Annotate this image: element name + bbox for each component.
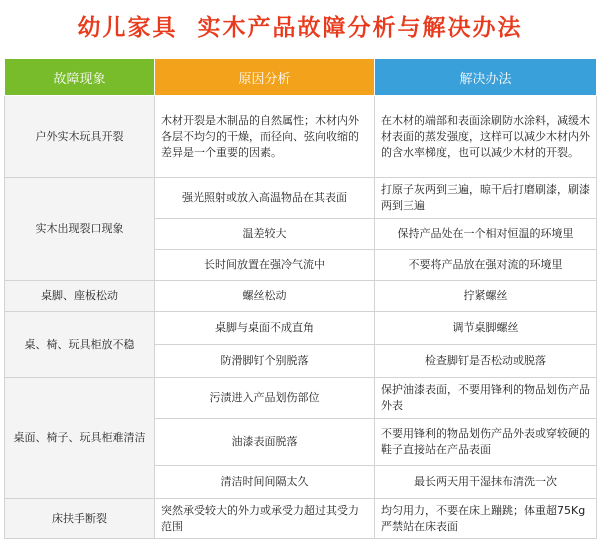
solution-cell: 不要将产品放在强对流的环境里 bbox=[375, 250, 597, 281]
page-title bbox=[0, 0, 600, 50]
fault-table bbox=[4, 58, 597, 539]
solution-cell: 保持产品处在一个相对恒温的环境里 bbox=[375, 219, 597, 250]
header-symptom: 故障现象 bbox=[5, 59, 155, 96]
symptom-cell: 实木出现裂口现象 bbox=[5, 178, 155, 281]
solution-cell: 在木材的端部和表面涂刷防水涂料，减缓木材表面的蒸发强度，这样可以减少木材内外的含水率梯度，也可以减少木材的开裂。 bbox=[375, 96, 597, 178]
header-cause: 原因分析 bbox=[155, 59, 375, 96]
symptom-cell: 桌脚、座板松动 bbox=[5, 281, 155, 312]
solution-cell: 检查脚钉是否松动或脱落 bbox=[375, 345, 597, 378]
symptom-cell: 户外实木玩具开裂 bbox=[5, 96, 155, 178]
table-row bbox=[5, 281, 597, 312]
cause-cell: 长时间放置在强冷气流中 bbox=[155, 250, 375, 281]
solution-cell: 最长两天用干湿抹布清洗一次 bbox=[375, 466, 597, 499]
table-row bbox=[5, 378, 597, 419]
symptom-cell: 桌、椅、玩具柜放不稳 bbox=[5, 312, 155, 378]
cause-cell: 桌脚与桌面不成直角 bbox=[155, 312, 375, 345]
symptom-cell: 桌面、椅子、玩具柜难清洁 bbox=[5, 378, 155, 499]
cause-cell: 油漆表面脱落 bbox=[155, 419, 375, 466]
table-row bbox=[5, 312, 597, 345]
cause-cell: 强光照射或放入高温物品在其表面 bbox=[155, 178, 375, 219]
cause-cell: 清洁时间间隔太久 bbox=[155, 466, 375, 499]
solution-cell: 不要用锋利的物品划伤产品外表或穿较硬的鞋子直接站在产品表面 bbox=[375, 419, 597, 466]
cause-cell: 污渍进入产品划伤部位 bbox=[155, 378, 375, 419]
header-solution: 解决办法 bbox=[375, 59, 597, 96]
cause-cell: 木材开裂是木制品的自然属性；木材内外各层不均匀的干燥，而径向、弦向收缩的差异是一个重要的因素。 bbox=[155, 96, 375, 178]
cause-cell: 温差较大 bbox=[155, 219, 375, 250]
table-row bbox=[5, 178, 597, 219]
solution-cell: 均匀用力，不要在床上蹦跳；体重超75Kg严禁站在床表面 bbox=[375, 499, 597, 539]
cause-cell: 防滑脚钉个别脱落 bbox=[155, 345, 375, 378]
page-title-text: 幼儿家具 实木产品故障分析与解决办法 bbox=[77, 14, 523, 41]
symptom-cell: 床扶手断裂 bbox=[5, 499, 155, 539]
solution-cell: 保护油漆表面，不要用锋利的物品划伤产品外表 bbox=[375, 378, 597, 419]
table-row bbox=[5, 499, 597, 539]
solution-cell: 拧紧螺丝 bbox=[375, 281, 597, 312]
solution-cell: 调节桌脚螺丝 bbox=[375, 312, 597, 345]
table-row bbox=[5, 96, 597, 178]
cause-cell: 突然承受较大的外力或承受力超过其受力范围 bbox=[155, 499, 375, 539]
solution-cell: 打原子灰两到三遍，晾干后打磨刷漆，刷漆两到三遍 bbox=[375, 178, 597, 219]
cause-cell: 螺丝松动 bbox=[155, 281, 375, 312]
table-header-row bbox=[5, 59, 597, 96]
